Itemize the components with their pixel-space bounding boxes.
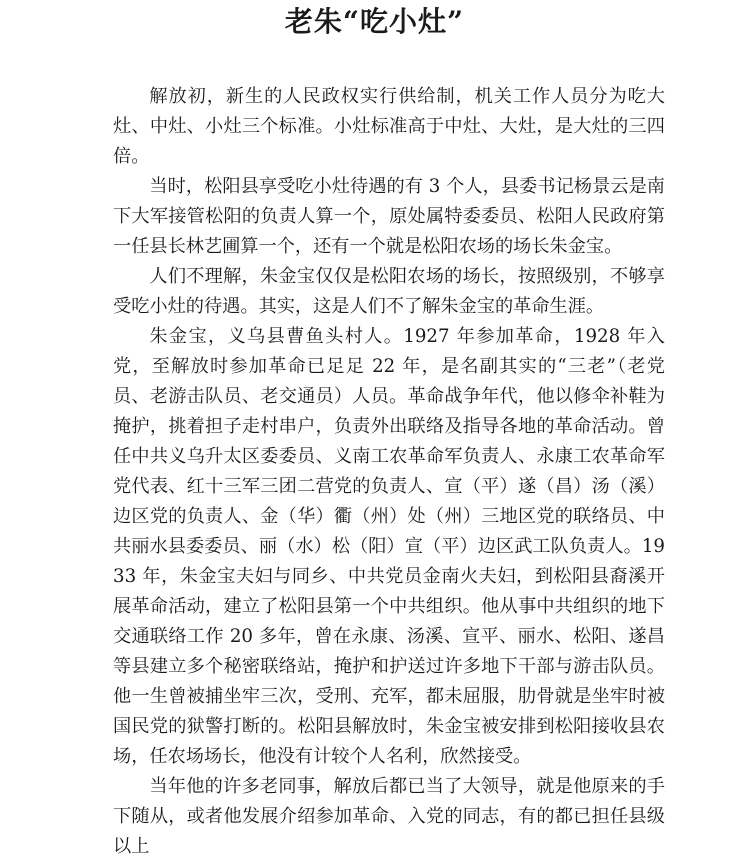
paragraph: 解放初，新生的人民政权实行供给制，机关工作人员分为吃大灶、中灶、小灶三个标准。小灶标准高于中灶、大灶，是大灶的三四倍。 — [113, 86, 665, 167]
paragraph: 当时，松阳县享受吃小灶待遇的有 3 个人，县委书记杨景云是南下大军接管松阳的负责人算一个，原处属特委委员、松阳人民政府第一任县长林艺圃算一个，还有一个就是松阳农场的场长朱金宝。 — [113, 176, 665, 257]
article-body — [113, 82, 665, 862]
paragraph: 当年他的许多老同事，解放后都已当了大领导，就是他原来的手下随从，或者他发展介绍参加革命、入党的同志，有的都已担任县级以上 — [113, 776, 665, 857]
article-title: 老朱“吃小灶” — [284, 5, 465, 38]
paragraph: 朱金宝，义乌县曹鱼头村人。1927 年参加革命，1928 年入党，至解放时参加革命已足足 22 年，是名副其实的“三老”（老党员、老游击队员、老交通员）人员。革命战争年代，他以修伞补鞋为掩护，挑着担子走村串户，负责外出联络及指导各地的革命活动。曾任中共义乌升太区委委员、义南工农革命军负责人、永康工农革命军党代表、红十三军三团二营党的负责人、宣（平）遂（昌）汤（溪）边区党的负责人、金（华）衢（州）处（州）三地区党的联络员、中共丽水县委委员、丽（水）松（阳）宣（平）边区武工队负责人。1933 年，朱金宝夫妇与同乡、中共党员金南火夫妇，到松阳县裔溪开展革命活动，建立了松阳县第一个中共组织。他从事中共组织的地下交通联络工作 20 多年，曾在永康、汤溪、宣平、丽水、松阳、遂昌等县建立多个秘密联络站，掩护和护送过许多地下干部与游击队员。他一生曾被捕坐牢三次，受刑、充军，都未屈服，肋骨就是坐牢时被国民党的狱警打断的。松阳县解放时，朱金宝被安排到松阳接收县农场，任农场场长，他没有计较个人名利，欣然接受。 — [113, 326, 665, 767]
paragraph: 人们不理解，朱金宝仅仅是松阳农场的场长，按照级别，不够享受吃小灶的待遇。其实，这是人们不了解朱金宝的革命生涯。 — [113, 266, 665, 317]
